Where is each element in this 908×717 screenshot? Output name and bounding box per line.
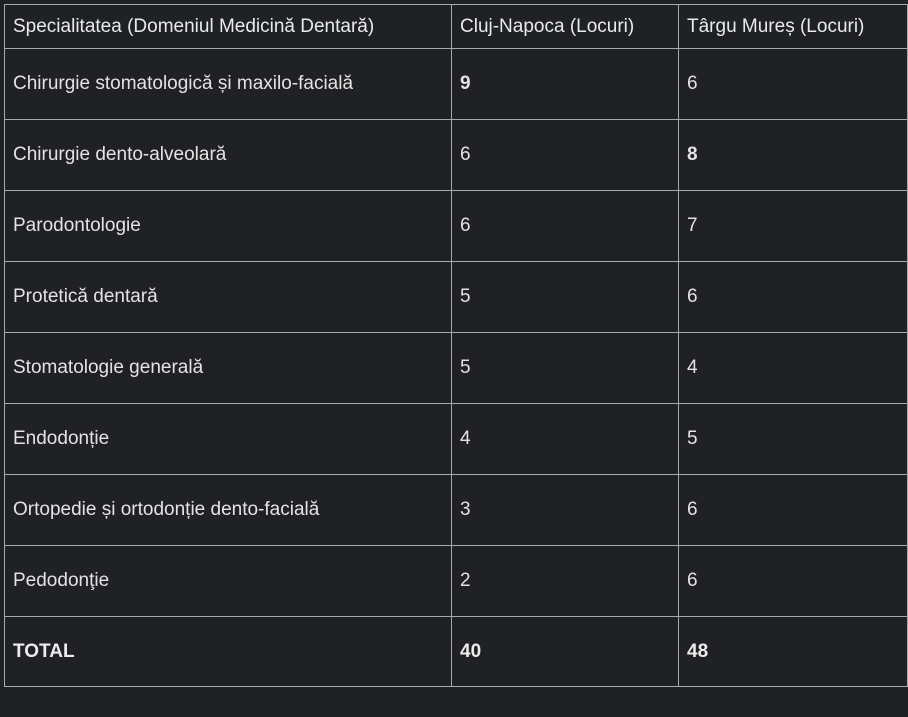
cell-cluj-napoca: 3 (452, 475, 679, 546)
cell-cluj-napoca: 2 (452, 546, 679, 617)
cell-specialty: Chirurgie dento-alveolară (5, 120, 452, 191)
total-targu-mures: 48 (679, 617, 908, 687)
specialties-table (4, 4, 908, 687)
cell-targu-mures: 7 (679, 191, 908, 262)
table-row (5, 546, 908, 617)
total-label: TOTAL (5, 617, 452, 687)
cell-specialty: Pedodonţie (5, 546, 452, 617)
cell-cluj-napoca: 6 (452, 191, 679, 262)
header-targu-mures: Târgu Mureș (Locuri) (679, 5, 908, 49)
table-row (5, 475, 908, 546)
cell-targu-mures: 4 (679, 333, 908, 404)
cell-cluj-napoca: 5 (452, 333, 679, 404)
cell-specialty: Parodontologie (5, 191, 452, 262)
table-row (5, 191, 908, 262)
header-specialty: Specialitatea (Domeniul Medicină Dentară) (5, 5, 452, 49)
cell-targu-mures: 6 (679, 475, 908, 546)
total-cluj-napoca: 40 (452, 617, 679, 687)
cell-specialty: Chirurgie stomatologică și maxilo-facială (5, 49, 452, 120)
cell-cluj-napoca: 6 (452, 120, 679, 191)
cell-targu-mures: 6 (679, 49, 908, 120)
header-cluj-napoca: Cluj-Napoca (Locuri) (452, 5, 679, 49)
table-total-row (5, 617, 908, 687)
cell-targu-mures: 5 (679, 404, 908, 475)
cell-cluj-napoca: 9 (452, 49, 679, 120)
cell-cluj-napoca: 5 (452, 262, 679, 333)
cell-targu-mures: 6 (679, 546, 908, 617)
table-row (5, 404, 908, 475)
table-row (5, 333, 908, 404)
cell-specialty: Ortopedie și ortodonție dento-facială (5, 475, 452, 546)
table-row (5, 262, 908, 333)
cell-specialty: Protetică dentară (5, 262, 452, 333)
cell-targu-mures: 6 (679, 262, 908, 333)
cell-targu-mures: 8 (679, 120, 908, 191)
cell-specialty: Stomatologie generală (5, 333, 452, 404)
table-row (5, 120, 908, 191)
cell-specialty: Endodonție (5, 404, 452, 475)
table-header-row (5, 5, 908, 49)
table-row (5, 49, 908, 120)
cell-cluj-napoca: 4 (452, 404, 679, 475)
